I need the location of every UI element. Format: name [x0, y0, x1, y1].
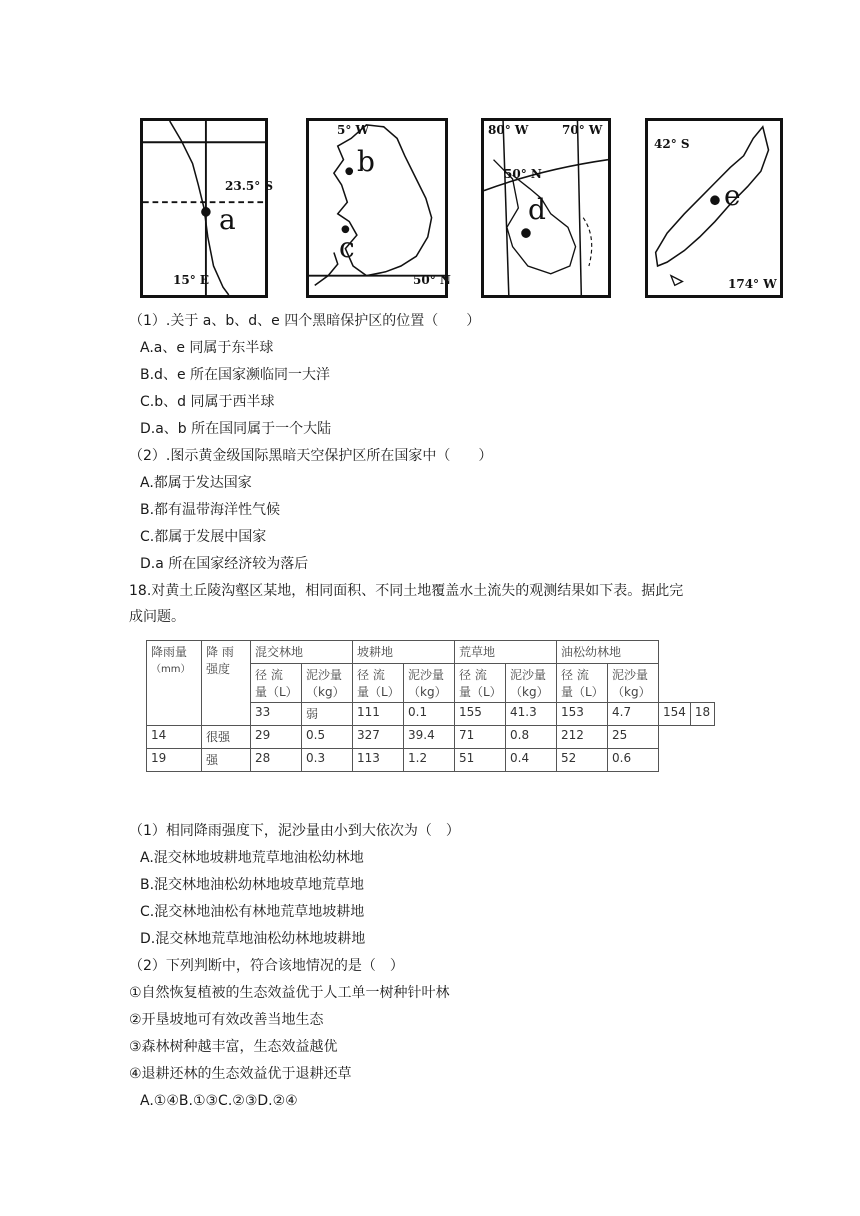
q17-sub1-question: （1）.关于 a、b、d、e 四个黑暗保护区的位置（ ） — [129, 313, 481, 329]
map-e — [645, 118, 783, 298]
header-intensity: 降 雨 强度 — [202, 641, 251, 726]
table-cell: 41.3 — [506, 703, 557, 726]
map-e-latitude-label: 42° S — [654, 137, 690, 151]
map-bc-longitude-label: 5° W — [337, 123, 370, 137]
table-cell: 28 — [251, 749, 302, 772]
q17-sub1-option-a[interactable]: A.a、e 同属于东半球 — [140, 340, 274, 356]
map-a-latitude-label: 23.5° S — [225, 179, 274, 193]
table-cell: 52 — [557, 749, 608, 772]
header-rainfall-unit: （mm） — [151, 664, 191, 675]
q17-sub1-option-d[interactable]: D.a、b 所在国同属于一个大陆 — [140, 421, 332, 437]
table-cell: 0.1 — [404, 703, 455, 726]
map-d-longitude-70w-label: 70° W — [562, 123, 603, 137]
table-cell: 19 — [147, 749, 202, 772]
q18-sub1-option-b[interactable]: B.混交林地油松幼林地坡草地荒草地 — [140, 877, 365, 893]
header-rainfall-label: 降雨量 — [151, 645, 188, 659]
table-cell: 0.6 — [608, 749, 659, 772]
header-group-mixed-forest: 混交林地 — [251, 641, 353, 664]
map-d-point-label: d — [528, 193, 546, 226]
header-group-slope-farmland: 坡耕地 — [353, 641, 455, 664]
table-cell: 25 — [608, 726, 659, 749]
q18-statement-4: ④退耕还林的生态效益优于退耕还草 — [129, 1066, 352, 1082]
q18-stem-line-1: 18.对黄土丘陵沟壑区某地，相同面积、不同土地覆盖水土流失的观测结果如下表。据此完 — [129, 583, 684, 599]
q17-sub2-option-b[interactable]: B.都有温带海洋性气候 — [140, 502, 281, 518]
subheader-runoff: 径 流 量（L） — [251, 664, 302, 703]
map-a — [140, 118, 274, 298]
q18-sub1-option-d[interactable]: D.混交林地荒草地油松幼林地坡耕地 — [140, 931, 366, 947]
map-a-longitude-label: 15° E — [173, 273, 210, 287]
map-bc-point-c-label: c — [339, 231, 355, 264]
q18-statement-3: ③森林树种越丰富，生态效益越优 — [129, 1039, 338, 1055]
table-cell: 很强 — [202, 726, 251, 749]
table-cell: 18 — [690, 703, 714, 726]
subheader-runoff: 径 流 量（L） — [557, 664, 608, 703]
table-cell: 153 — [557, 703, 608, 726]
map-d — [481, 118, 611, 298]
map-d-latitude-label: 50° N — [504, 167, 542, 181]
map-e-point-label: e — [724, 179, 741, 212]
q18-statement-1: ①自然恢复植被的生态效益优于人工单一树种针叶林 — [129, 985, 450, 1001]
table-cell: 0.5 — [302, 726, 353, 749]
table-cell: 强 — [202, 749, 251, 772]
map-d-longitude-80w-label: 80° W — [488, 123, 529, 137]
map-bc-drawing — [309, 121, 445, 295]
map-bc-latitude-label: 50° N — [413, 273, 451, 287]
q17-sub2-option-d[interactable]: D.a 所在国家经济较为落后 — [140, 556, 309, 572]
q18-statement-2: ②开垦坡地可有效改善当地生态 — [129, 1012, 324, 1028]
q17-sub2-option-a[interactable]: A.都属于发达国家 — [140, 475, 252, 491]
table-row — [147, 726, 715, 749]
table-cell: 1.2 — [404, 749, 455, 772]
table-cell: 212 — [557, 726, 608, 749]
table-cell: 155 — [455, 703, 506, 726]
q17-sub1-option-c[interactable]: C.b、d 同属于西半球 — [140, 394, 275, 410]
q17-sub2-question: （2）.图示黄金级国际黑暗天空保护区所在国家中（ ） — [129, 448, 493, 464]
map-e-longitude-label: 174° W — [728, 277, 777, 291]
q18-sub1-option-c[interactable]: C.混交林地油松有林地荒草地坡耕地 — [140, 904, 365, 920]
header-group-grassland: 荒草地 — [455, 641, 557, 664]
map-a-drawing — [143, 121, 265, 295]
map-a-point-label: a — [219, 203, 236, 236]
table-cell: 4.7 — [608, 703, 659, 726]
table-cell: 51 — [455, 749, 506, 772]
soil-erosion-table — [146, 640, 715, 772]
table-cell: 39.4 — [404, 726, 455, 749]
table-cell: 0.8 — [506, 726, 557, 749]
header-rainfall — [147, 641, 202, 726]
table-cell: 113 — [353, 749, 404, 772]
table-cell: 弱 — [302, 703, 353, 726]
q18-stem-line-2: 成问题。 — [129, 609, 185, 625]
map-d-drawing — [484, 121, 608, 295]
q17-sub1-option-b[interactable]: B.d、e 所在国家濒临同一大洋 — [140, 367, 331, 383]
q18-sub2-question: （2）下列判断中，符合该地情况的是（ ） — [129, 958, 404, 974]
subheader-runoff: 径 流 量（L） — [455, 664, 506, 703]
subheader-sediment: 泥沙量（kg） — [302, 664, 353, 703]
table-row — [147, 749, 715, 772]
q17-sub2-option-c[interactable]: C.都属于发展中国家 — [140, 529, 267, 545]
table-header-row-1 — [147, 641, 715, 664]
map-figure-row — [0, 110, 860, 310]
q18-sub1-option-a[interactable]: A.混交林地坡耕地荒草地油松幼林地 — [140, 850, 364, 866]
subheader-sediment: 泥沙量（kg） — [608, 664, 659, 703]
table-cell: 71 — [455, 726, 506, 749]
table-cell: 0.4 — [506, 749, 557, 772]
map-bc — [306, 118, 451, 298]
header-group-pine-sapling: 油松幼林地 — [557, 641, 659, 664]
subheader-sediment: 泥沙量（kg） — [506, 664, 557, 703]
table-cell: 327 — [353, 726, 404, 749]
table-cell: 111 — [353, 703, 404, 726]
table-cell: 14 — [147, 726, 202, 749]
table-cell: 33 — [251, 703, 302, 726]
subheader-runoff: 径 流 量（L） — [353, 664, 404, 703]
table-cell: 154 — [659, 703, 691, 726]
q18-sub2-answer-options[interactable]: A.①④B.①③C.②③D.②④ — [140, 1093, 298, 1109]
map-bc-point-b-label: b — [357, 145, 375, 178]
subheader-sediment: 泥沙量（kg） — [404, 664, 455, 703]
table-cell: 0.3 — [302, 749, 353, 772]
q18-sub1-question: （1）相同降雨强度下，泥沙量由小到大依次为（ ） — [129, 823, 460, 839]
table-cell: 29 — [251, 726, 302, 749]
